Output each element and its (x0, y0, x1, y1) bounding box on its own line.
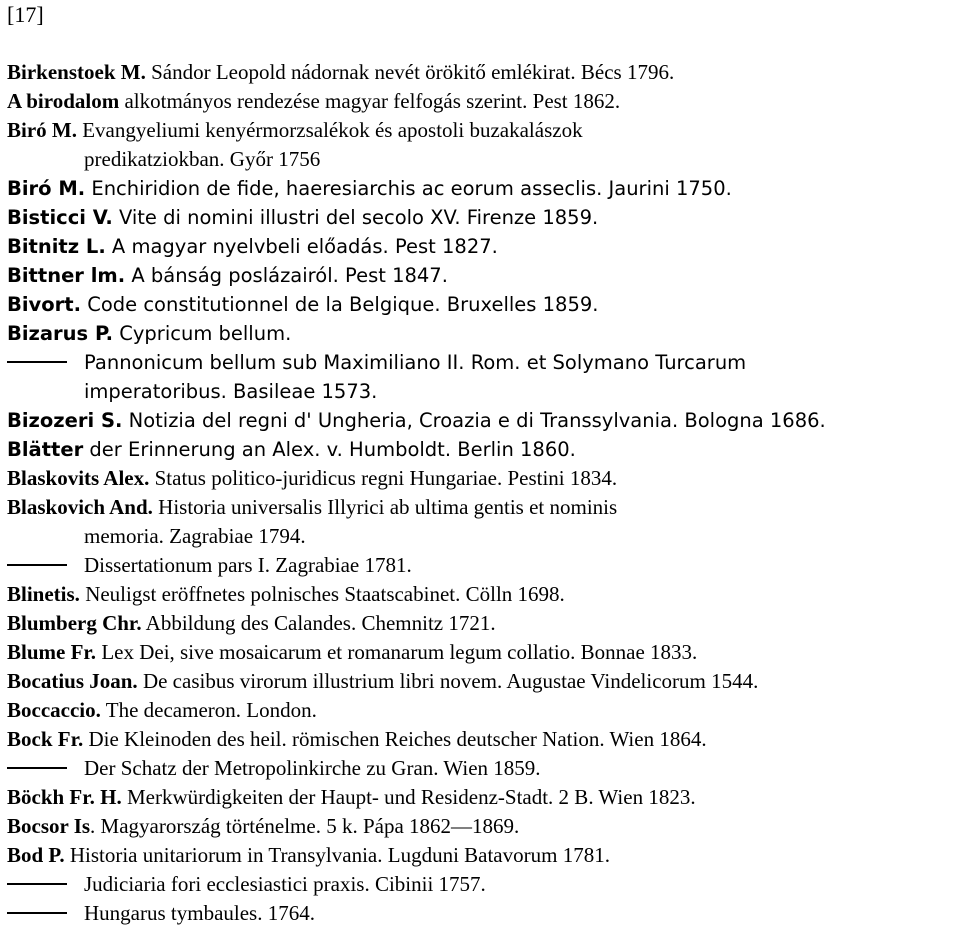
entry-title: alkotmányos rendezése magyar felfogás szerint. Pest 1862. (119, 89, 621, 113)
bibliography-entry (7, 754, 957, 783)
entry-author: Blätter (7, 438, 84, 461)
bibliography-entry (7, 638, 957, 667)
entry-title: Judiciaria fori ecclesiastici praxis. Cibinii 1757. (84, 872, 486, 896)
entry-title: Notizia del regni d' Ungheria, Croazia e di Transsylvania. Bologna 1686. (122, 409, 826, 432)
entry-title: Sándor Leopold nádornak nevét örökitő emlékirat. Bécs 1796. (145, 60, 675, 84)
entry-title: Lex Dei, sive mosaicarum et romanarum legum collatio. Bonnae 1833. (96, 640, 698, 664)
ditto-dash (7, 361, 67, 363)
entry-title: Pannonicum bellum sub Maximiliano II. Rom. et Solymano Turcarum (84, 351, 747, 374)
entry-author: Birkenstoek M. (7, 60, 146, 84)
entry-author: Blaskovits Alex. (7, 466, 150, 490)
bibliography-entry (7, 290, 957, 319)
bibliography-entry (7, 783, 957, 812)
ditto-dash (7, 767, 67, 769)
bibliography-entry (7, 580, 957, 609)
entry-author: Böckh Fr. H. (7, 785, 122, 809)
entry-title: A bánság poslázairól. Pest 1847. (125, 264, 448, 287)
entry-title: Der Schatz der Metropolinkirche zu Gran. Wien 1859. (84, 756, 541, 780)
bibliography-entry (7, 493, 957, 551)
entry-author: Bitnitz L. (7, 235, 106, 258)
entry-author: Bocsor Is (7, 814, 91, 838)
bibliography-entry (7, 812, 957, 841)
bibliography-entry (7, 725, 957, 754)
entry-title: . Magyarország történelme. 5 k. Pápa 1862—1869. (90, 814, 520, 838)
entry-title: Cypricum bellum. (113, 322, 292, 345)
bibliography-entry (7, 435, 957, 464)
entry-title: Neuligst eröffnetes polnisches Staatscabinet. Cölln 1698. (79, 582, 565, 606)
entry-title: Hungarus tymbaules. 1764. (84, 901, 315, 925)
entry-author: Bizozeri S. (7, 409, 123, 432)
entry-author: Biró M. (7, 118, 77, 142)
bibliography-entry (7, 348, 957, 406)
entry-continuation: memoria. Zagrabiae 1794. (84, 524, 306, 548)
entry-title: The decameron. London. (100, 698, 317, 722)
bibliography-entry (7, 319, 957, 348)
entry-author: Bivort. (7, 293, 82, 316)
entry-author: Bittner lm. (7, 264, 126, 287)
entry-author: Bisticci V. (7, 206, 113, 229)
entry-title: Enchiridion de fide, haeresiarchis ac eorum asseclis. Jaurini 1750. (85, 177, 732, 200)
entry-author: Blinetis. (7, 582, 80, 606)
bibliography-entry (7, 609, 957, 638)
bibliography-entry (7, 899, 957, 928)
entry-author: Blaskovich And. (7, 495, 153, 519)
entry-title: Vite di nomini illustri del secolo XV. Firenze 1859. (112, 206, 599, 229)
ditto-dash (7, 564, 67, 566)
entry-title: Merkwürdigkeiten der Haupt- und Residenz-Stadt. 2 B. Wien 1823. (121, 785, 696, 809)
bibliography-entry (7, 696, 957, 725)
bibliography-entry (7, 261, 957, 290)
entry-author: Bocatius Joan. (7, 669, 138, 693)
bibliography-entry (7, 87, 957, 116)
entry-title: Evangyeliumi kenyérmorzsalékok és apostoli buzakalászok (76, 118, 583, 142)
bibliography-entry (7, 464, 957, 493)
bibliography-entry (7, 406, 957, 435)
bibliography-list (7, 58, 957, 928)
ditto-dash (7, 883, 67, 885)
entry-author: Bizarus P. (7, 322, 114, 345)
entry-author: Bock Fr. (7, 727, 84, 751)
entry-author: Biró M. (7, 177, 86, 200)
entry-title: A magyar nyelvbeli előadás. Pest 1827. (105, 235, 498, 258)
bibliography-entry (7, 116, 957, 174)
bibliography-entry (7, 667, 957, 696)
ditto-dash (7, 912, 67, 914)
entry-author: Bod P. (7, 843, 65, 867)
entry-author: Blume Fr. (7, 640, 97, 664)
bibliography-entry (7, 841, 957, 870)
entry-title: Die Kleinoden des heil. römischen Reiches deutscher Nation. Wien 1864. (83, 727, 707, 751)
bibliography-entry (7, 870, 957, 899)
bibliography-entry (7, 203, 957, 232)
entry-title: De casibus virorum illustrium libri novem. Augustae Vindelicorum 1544. (137, 669, 759, 693)
bibliography-entry (7, 58, 957, 87)
page-number: [17] (7, 2, 44, 27)
entry-author: Blumberg Chr. (7, 611, 142, 635)
bibliography-entry (7, 232, 957, 261)
entry-author: Boccaccio. (7, 698, 101, 722)
entry-title: Abbildung des Calandes. Chemnitz 1721. (141, 611, 496, 635)
entry-continuation: imperatoribus. Basileae 1573. (84, 380, 378, 403)
entry-title: Code constitutionnel de la Belgique. Bruxelles 1859. (81, 293, 599, 316)
bibliography-entry (7, 174, 957, 203)
entry-title: Historia universalis Illyrici ab ultima gentis et nominis (152, 495, 618, 519)
entry-title: Status politico-juridicus regni Hungariae. Pestini 1834. (149, 466, 618, 490)
entry-author: A birodalom (7, 89, 120, 113)
entry-title: Historia unitariorum in Transylvania. Lugduni Batavorum 1781. (64, 843, 610, 867)
entry-title: der Erinnerung an Alex. v. Humboldt. Berlin 1860. (83, 438, 576, 461)
entry-continuation: predikatziokban. Győr 1756 (84, 147, 321, 171)
entry-title: Dissertationum pars I. Zagrabiae 1781. (84, 553, 412, 577)
bibliography-entry (7, 551, 957, 580)
